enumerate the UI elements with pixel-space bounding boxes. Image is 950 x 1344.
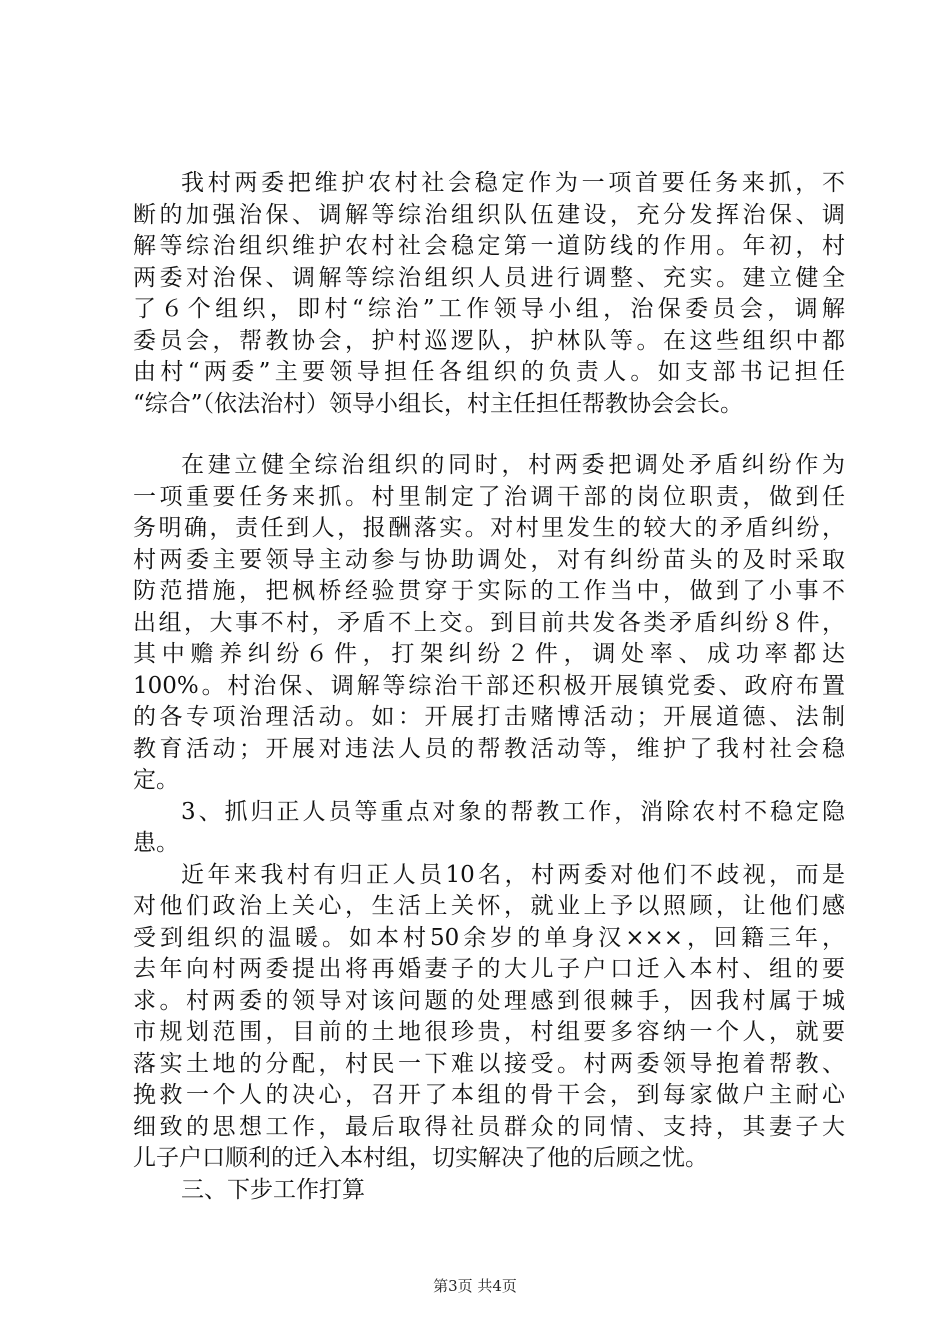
- document-body: [133, 168, 845, 1206]
- text-line: 近年来我村有归正人员10名，村两委对他们不歧视，而是: [181, 861, 845, 888]
- text-line: 的各专项治理活动。如：开展打击赌博活动；开展道德、法制: [133, 704, 845, 730]
- text-line: 患。: [133, 830, 179, 856]
- text-line: 儿子户口顺利的迁入本村组，切实解决了他的后顾之忧。: [133, 1145, 708, 1171]
- text-line: 村两委主要领导主动参与协助调处，对有纠纷苗头的及时采取: [133, 546, 845, 573]
- text-line: 了６个组织，即村“综治”工作领导小组，治保委员会，调解: [133, 296, 845, 322]
- text-line: 挽救一个人的决心，召开了本组的骨干会，到每家做户主耐心: [133, 1082, 845, 1108]
- text-line: 100%。村治保、调解等综治干部还积极开展镇党委、政府布置: [133, 672, 845, 699]
- paragraph-1: [133, 168, 845, 420]
- text-line: 防范措施，把枫桥经验贯穿于实际的工作当中，做到了小事不: [133, 578, 845, 604]
- text-line: 市规划范围，目前的土地很珍贵，村组要多容纳一个人，就要: [133, 1019, 845, 1045]
- text-line: 受到组织的温暖。如本村50余岁的单身汉×××，回籍三年，: [133, 924, 845, 951]
- text-line: 落实土地的分配，村民一下难以接受。村两委领导抱着帮教、: [133, 1050, 845, 1077]
- page-number-footer: 第3页 共4页: [433, 1277, 517, 1295]
- section-item-3: [133, 797, 845, 860]
- paragraph-4: [133, 860, 845, 1175]
- text-line: 两委对治保、调解等综治组织人员进行调整、充实。建立健全: [133, 264, 845, 291]
- text-line: 由村“两委”主要领导担任各组织的负责人。如支部书记担任: [133, 359, 845, 385]
- text-line: 断的加强治保、调解等综治组织队伍建设，充分发挥治保、调: [133, 201, 845, 228]
- paragraph-gap: [133, 420, 845, 450]
- text-line: 其中赡养纠纷６件，打架纠纷２件，调处率、成功率都达: [133, 641, 845, 667]
- text-line: 三、下步工作打算: [181, 1176, 365, 1203]
- text-line: 对他们政治上关心，生活上关怀，就业上予以照顾，让他们感: [133, 893, 845, 919]
- text-line: 3、抓归正人员等重点对象的帮教工作，消除农村不稳定隐: [181, 798, 845, 825]
- section-heading: [133, 1175, 845, 1207]
- text-line: 务明确，责任到人，报酬落实。对村里发生的较大的矛盾纠纷，: [133, 515, 845, 541]
- text-line: 教育活动；开展对违法人员的帮教活动等，维护了我村社会稳: [133, 735, 845, 762]
- text-line: 去年向村两委提出将再婚妻子的大儿子户口迁入本村、组的要: [133, 956, 845, 982]
- text-line: 求。村两委的领导对该问题的处理感到很棘手，因我村属于城: [133, 987, 845, 1014]
- text-line: “综合”（依法治村）领导小组长，村主任担任帮教协会会长。: [133, 390, 744, 417]
- text-line: 一项重要任务来抓。村里制定了治调干部的岗位职责，做到任: [133, 483, 845, 510]
- text-line: 细致的思想工作，最后取得社员群众的同情、支持，其妻子大: [133, 1113, 845, 1140]
- text-line: 委员会，帮教协会，护村巡逻队，护林队等。在这些组织中都: [133, 327, 845, 354]
- paragraph-2: [133, 450, 845, 797]
- text-line: 定。: [133, 767, 179, 793]
- text-line: 在建立健全综治组织的同时，村两委把调处矛盾纠纷作为: [181, 452, 845, 478]
- text-line: 我村两委把维护农村社会稳定作为一项首要任务来抓，不: [181, 170, 845, 196]
- text-line: 出组，大事不村，矛盾不上交。到目前共发各类矛盾纠纷８件，: [133, 609, 845, 636]
- text-line: 解等综治组织维护农村社会稳定第一道防线的作用。年初，村: [133, 233, 845, 259]
